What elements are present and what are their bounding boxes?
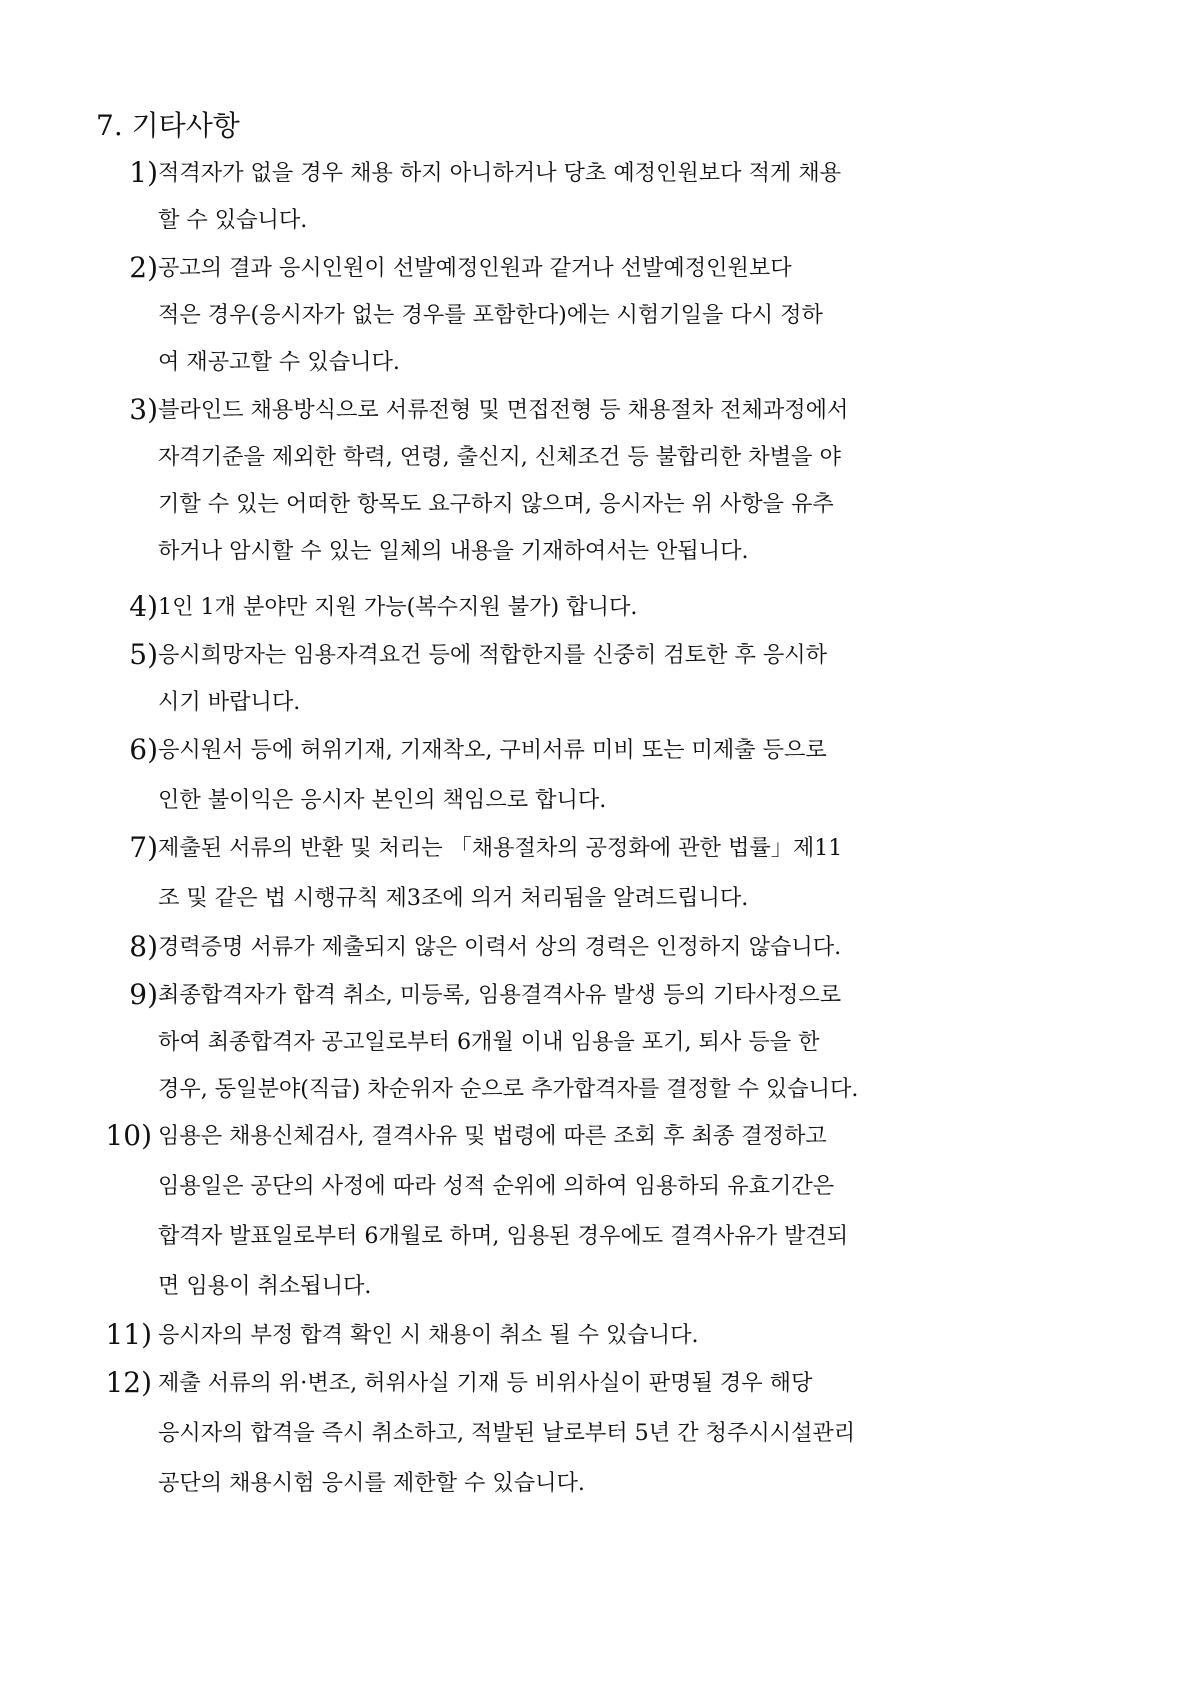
item-line: 임용은 채용신체검사, 결격사유 및 법령에 따른 조회 후 최종 결정하고 xyxy=(158,1123,827,1149)
item-number: 1) xyxy=(129,156,158,189)
item-number: 3) xyxy=(129,393,158,426)
item-line: 하여 최종합격자 공고일로부터 6개월 이내 임용을 포기, 퇴사 등을 한 xyxy=(158,1029,820,1055)
item-number: 2) xyxy=(129,251,158,284)
item-line: 면 임용이 취소됩니다. xyxy=(158,1273,372,1299)
item-line: 블라인드 채용방식으로 서류전형 및 면접전형 등 채용절차 전체과정에서 xyxy=(158,397,849,423)
item-number: 5) xyxy=(129,638,158,671)
item-line: 시기 바랍니다. xyxy=(158,689,301,715)
item-line: 합격자 발표일로부터 6개월로 하며, 임용된 경우에도 결격사유가 발견되 xyxy=(158,1223,849,1249)
item-number: 12) xyxy=(105,1366,152,1399)
item-line: 여 재공고할 수 있습니다. xyxy=(158,349,400,375)
item-line: 응시자의 부정 합격 확인 시 채용이 취소 될 수 있습니다. xyxy=(158,1322,699,1348)
item-line: 공고의 결과 응시인원이 선발예정인원과 같거나 선발예정인원보다 xyxy=(158,255,792,281)
item-number: 10) xyxy=(105,1119,152,1152)
item-line: 응시자의 합격을 즉시 취소하고, 적발된 날로부터 5년 간 청주시시설관리 xyxy=(158,1420,856,1446)
item-number: 8) xyxy=(129,930,158,963)
item-line: 경력증명 서류가 제출되지 않은 이력서 상의 경력은 인정하지 않습니다. xyxy=(158,934,842,960)
item-line: 공단의 채용시험 응시를 제한할 수 있습니다. xyxy=(158,1470,585,1496)
item-line: 적격자가 없을 경우 채용 하지 아니하거나 당초 예정인원보다 적게 채용 xyxy=(158,160,842,186)
item-line: 응시원서 등에 허위기재, 기재착오, 구비서류 미비 또는 미제출 등으로 xyxy=(158,737,827,763)
item-line: 인한 불이익은 응시자 본인의 책임으로 합니다. xyxy=(158,787,607,813)
item-line: 1인 1개 분야만 지원 가능(복수지원 불가) 합니다. xyxy=(158,594,638,620)
item-number: 6) xyxy=(129,733,158,766)
item-line: 제출된 서류의 반환 및 처리는 「채용절차의 공정화에 관한 법률」제11 xyxy=(158,835,843,861)
item-line: 자격기준을 제외한 학력, 연령, 출신지, 신체조건 등 불합리한 차별을 야 xyxy=(158,444,841,470)
item-line: 조 및 같은 법 시행규칙 제3조에 의거 처리됨을 알려드립니다. xyxy=(158,885,749,911)
item-number: 11) xyxy=(105,1318,152,1351)
item-line: 적은 경우(응시자가 없는 경우를 포함한다)에는 시험기일을 다시 정하 xyxy=(158,302,823,328)
item-line: 최종합격자가 합격 취소, 미등록, 임용결격사유 발생 등의 기타사정으로 xyxy=(158,982,842,1008)
item-line: 임용일은 공단의 사정에 따라 성적 순위에 의하여 임용하되 유효기간은 xyxy=(158,1173,835,1199)
item-line: 응시희망자는 임용자격요건 등에 적합한지를 신중히 검토한 후 응시하 xyxy=(158,642,828,668)
section-heading: 7. 기타사항 xyxy=(96,109,240,142)
item-number: 4) xyxy=(129,590,158,623)
item-line: 제출 서류의 위·변조, 허위사실 기재 등 비위사실이 판명될 경우 해당 xyxy=(158,1370,813,1396)
item-number: 9) xyxy=(129,978,158,1011)
item-line: 할 수 있습니다. xyxy=(158,207,308,233)
item-line: 하거나 암시할 수 있는 일체의 내용을 기재하여서는 안됩니다. xyxy=(158,538,749,564)
item-number: 7) xyxy=(129,831,158,864)
item-line: 경우, 동일분야(직급) 차순위자 순으로 추가합격자를 결정할 수 있습니다. xyxy=(158,1076,859,1102)
item-line: 기할 수 있는 어떠한 항목도 요구하지 않으며, 응시자는 위 사항을 유추 xyxy=(158,491,834,517)
